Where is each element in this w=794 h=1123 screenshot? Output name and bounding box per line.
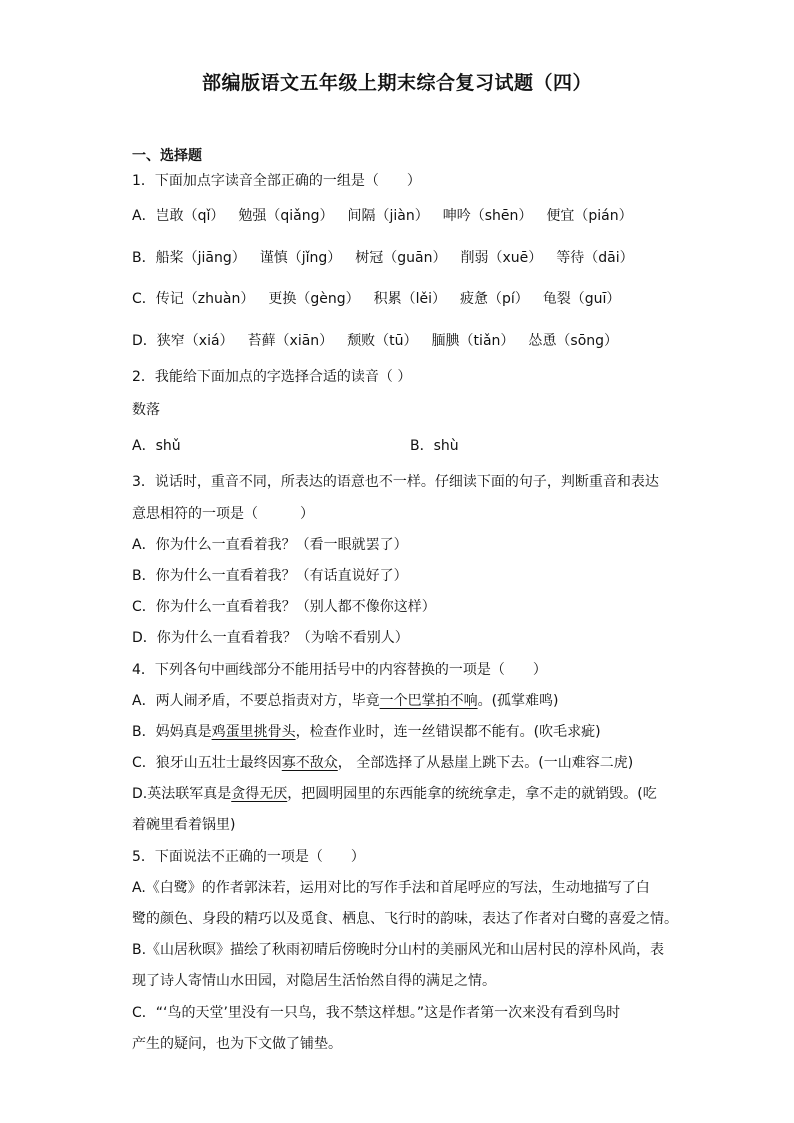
question-4-option-c[interactable] (132, 753, 633, 773)
question-1-option-a[interactable] (132, 206, 647, 226)
option-item: 等待（dāi） (556, 250, 634, 266)
question-2-option-a[interactable]: A．shǔ (132, 438, 181, 454)
option-item: 呻吟（shēn） (442, 208, 533, 224)
question-3-option-a[interactable]: A．你为什么一直看着我？（看一眼就罢了） (132, 537, 408, 553)
question-5-option-b-cont: 现了诗人寄情山水田园，对隐居生活怡然自得的满足之情。 (132, 973, 496, 989)
question-2-word: 数落 (132, 402, 160, 418)
page-title: 部编版语文五年级上期末综合复习试题（四） (201, 72, 592, 94)
underlined-phrase: 寡不敌众 (281, 755, 338, 771)
question-5-stem: 5．下面说法不正确的一项是（ ） (132, 849, 365, 865)
question-5-option-a-cont: 鹭的颜色、身段的精巧以及觅食、栖息、飞行时的韵味，表达了作者对白鹭的喜爱之情。 (132, 911, 678, 927)
option-item: 间隔（jiàn） (347, 208, 429, 224)
question-1-stem: 1．下面加点字读音全部正确的一组是（ ） (132, 173, 421, 189)
question-3-stem-line2: 意思相符的一项是（ ） (132, 506, 314, 522)
underlined-phrase: 鸡蛋里挑骨头 (211, 724, 296, 740)
question-4-option-d-cont: 着碗里看着锅里) (132, 817, 236, 833)
option-item: C．传记（zhuàn） (132, 291, 255, 307)
question-5-option-a[interactable]: A.《白鹭》的作者郭沫若，运用对比的写作手法和首尾呼应的写法，生动地描写了白 (132, 880, 650, 896)
option-item: 苔藓（xiān） (247, 333, 334, 349)
option-text: A．两人闹矛盾，不要总指责对方，毕竟 (132, 693, 380, 709)
option-text: ，把圆明园里的东西能拿的统统拿走，拿不走的就销毁。(吃 (287, 786, 657, 802)
question-2-options (132, 436, 632, 456)
underlined-phrase: 一个巴掌拍不响 (379, 693, 478, 709)
question-5-option-b[interactable]: B.《山居秋暝》描绘了秋雨初晴后傍晚时分山村的美丽风光和山居村民的淳朴风尚，表 (132, 942, 665, 958)
option-item: 削弱（xuē） (460, 250, 543, 266)
option-item: 怂恿（sōng） (528, 333, 619, 349)
question-4-option-d[interactable] (132, 784, 657, 804)
underlined-phrase: 贪得无厌 (231, 786, 288, 802)
option-item: B．船桨（jiāng） (132, 250, 246, 266)
question-2-option-b[interactable]: B．shù (410, 438, 459, 454)
question-5-option-c-cont: 产生的疑问，也为下文做了铺垫。 (132, 1036, 342, 1052)
question-3-option-c[interactable]: C．你为什么一直看着我？（别人都不像你这样） (132, 599, 436, 615)
option-item: 颓败（tū） (347, 333, 418, 349)
question-3-stem-line1: 3．说话时，重音不同，所表达的语意也不一样。仔细读下面的句子，判断重音和表达 (132, 474, 659, 490)
question-3-option-d[interactable]: D．你为什么一直看着我？（为啥不看别人） (132, 630, 409, 646)
option-text: ， 全部选择了从悬崖上跳下去。(一山难容二虎) (337, 755, 634, 771)
section-heading: 一、选择题 (132, 148, 202, 164)
question-1-option-d[interactable] (132, 331, 632, 351)
option-item: D．狭窄（xiá） (132, 333, 234, 349)
question-1-option-c[interactable] (132, 289, 634, 309)
option-item: 疲惫（pí） (460, 291, 529, 307)
option-text: C．狼牙山五壮士最终因 (132, 755, 282, 771)
option-item: 勉强（qiǎng） (238, 208, 334, 224)
option-item: 龟裂（guī） (542, 291, 621, 307)
option-text: D.英法联军真是 (132, 786, 232, 802)
option-item: 腼腆（tiǎn） (431, 333, 515, 349)
option-item: 树冠（guān） (355, 250, 447, 266)
option-text: 。(孤掌难鸣) (477, 693, 559, 709)
question-4-option-a[interactable] (132, 691, 559, 711)
question-5-option-c[interactable]: C．“‘鸟的天堂’里没有一只鸟，我不禁这样想。”这是作者第一次来没有看到鸟时 (132, 1005, 621, 1021)
question-4-option-b[interactable] (132, 722, 601, 742)
question-1-option-b[interactable] (132, 248, 648, 268)
option-item: A．岂敢（qǐ） (132, 208, 225, 224)
option-text: ，检查作业时，连一丝错误都不能有。(吹毛求疵) (295, 724, 601, 740)
question-2-stem: 2．我能给下面加点的字选择合适的读音（ ） (132, 369, 412, 385)
option-item: 积累（lěi） (373, 291, 446, 307)
option-item: 更换（gèng） (268, 291, 360, 307)
question-3-option-b[interactable]: B．你为什么一直看着我？（有话直说好了） (132, 568, 408, 584)
question-4-stem: 4．下列各句中画线部分不能用括号中的内容替换的一项是（ ） (132, 662, 547, 678)
option-item: 谨慎（jǐng） (259, 250, 342, 266)
option-item: 便宜（pián） (546, 208, 633, 224)
option-text: B．妈妈真是 (132, 724, 212, 740)
